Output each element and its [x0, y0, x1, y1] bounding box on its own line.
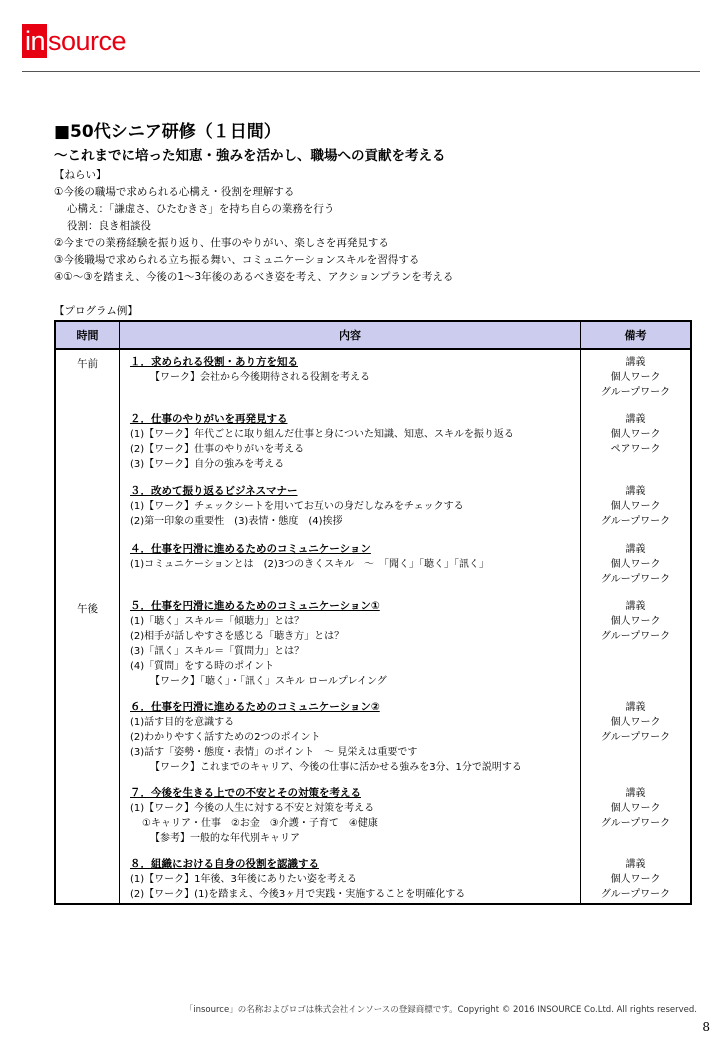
program-label: 【プログラム例】 — [54, 305, 138, 317]
aim-line: 心構え：「謙虚さ、ひたむきさ」を持ち自らの業務を行う — [67, 203, 335, 215]
block-notes-7 — [581, 786, 690, 831]
aim-line: ④①～③を踏まえ、今後の1～3年後のあるべき姿を考え、アクションプランを考える — [54, 271, 454, 283]
block-notes-1 — [581, 355, 690, 400]
block-line: 【参考】一般的な年代別キャリア — [150, 833, 300, 844]
aims-section — [54, 167, 453, 286]
aims-heading: 【ねらい】 — [54, 169, 107, 181]
logo-red-box: in — [22, 24, 47, 58]
block-title: ４．仕事を円滑に進めるためのコミュニケーション — [130, 543, 371, 555]
note: 個人ワーク — [610, 559, 661, 570]
program-block-8 — [120, 857, 580, 902]
program-table — [54, 320, 692, 905]
block-line: (1)【ワーク】年代ごとに取り組んだ仕事と身についた知識、知恵、スキルを振り返る — [130, 429, 514, 440]
note: ペアワーク — [610, 444, 661, 455]
note: グループワーク — [600, 574, 671, 585]
note: 講義 — [625, 486, 646, 497]
header-time: 時間 — [56, 322, 119, 350]
note: 講義 — [625, 702, 646, 713]
block-line: (3)「訊く」スキル＝「質問力」とは？ — [130, 646, 305, 657]
aim-line: ①今後の職場で求められる心構え・役割を理解する — [54, 186, 295, 198]
header-divider — [22, 71, 700, 72]
program-block-4 — [120, 542, 580, 572]
program-block-2 — [120, 412, 580, 472]
note: 個人ワーク — [610, 717, 661, 728]
header-notes: 備考 — [581, 322, 690, 350]
note: 講義 — [625, 859, 646, 870]
note: 講義 — [625, 544, 646, 555]
note: 講義 — [625, 414, 646, 425]
copyright-footer: 「insource」の名称およびロゴは株式会社インソースの登録商標です。Copyright © 2016 INSOURCE Co.Ltd. All rights reserved. — [184, 1005, 697, 1015]
note: 個人ワーク — [610, 501, 661, 512]
header-content: 内容 — [120, 322, 580, 350]
block-notes-3 — [581, 484, 690, 529]
block-title: １．求められる役割・あり方を知る — [130, 356, 298, 368]
block-line: (1)話す目的を意識する — [130, 717, 235, 728]
block-notes-2 — [581, 412, 690, 457]
block-line: (2)相手が話しやすさを感じる「聴き方」とは？ — [130, 631, 345, 642]
block-notes-8 — [581, 857, 690, 902]
aim-line: ②今までの業務経験を振り返り、仕事のやりがい、楽しさを再発見する — [54, 237, 389, 249]
note: 個人ワーク — [610, 372, 661, 383]
block-line: (1)【ワーク】チェックシートを用いてお互いの身だしなみをチェックする — [130, 501, 464, 512]
note: グループワーク — [600, 516, 671, 527]
block-line: ①キャリア・仕事 ②お金 ③介護・子育て ④健康 — [142, 818, 378, 829]
logo-text: source — [48, 26, 127, 56]
aim-line: ③今後職場で求められる立ち振る舞い、コミュニケーションスキルを習得する — [54, 254, 420, 266]
program-block-7 — [120, 786, 580, 846]
block-line: (4)「質問」をする時のポイント — [130, 661, 275, 672]
block-title: ８．組織における自身の役割を認識する — [130, 858, 319, 870]
block-notes-4 — [581, 542, 690, 587]
block-line: (2)第一印象の重要性 (3)表情・態度 (4)挨拶 — [130, 516, 343, 527]
note: グループワーク — [600, 387, 671, 398]
block-line: 【ワーク】これまでのキャリア、今後の仕事に活かせる強みを3分、1分で説明する — [150, 762, 522, 773]
block-title: ３．改めて振り返るビジネスマナー — [130, 485, 298, 497]
insource-logo — [22, 24, 126, 58]
program-block-3 — [120, 484, 580, 529]
block-line: (1)【ワーク】1年後、3年後にありたい姿を考える — [130, 874, 357, 885]
block-title: ２．仕事のやりがいを再発見する — [130, 413, 288, 425]
block-line: 【ワーク】「聴く」・「訊く」スキル ロールプレイング — [150, 676, 387, 687]
note: 講義 — [625, 788, 646, 799]
note: 個人ワーク — [610, 803, 661, 814]
block-title: ６．仕事を円滑に進めるためのコミュニケーション② — [130, 701, 380, 713]
block-line: (3)話す「姿勢・態度・表情」のポイント ～ 見栄えは重要です — [130, 747, 418, 758]
block-line: (1)【ワーク】今後の人生に対する不安と対策を考える — [130, 803, 375, 814]
note: 個人ワーク — [610, 874, 661, 885]
note: グループワーク — [600, 732, 671, 743]
block-notes-6 — [581, 700, 690, 745]
block-title: ５．仕事を円滑に進めるためのコミュニケーション① — [130, 600, 380, 612]
page-subtitle: ～これまでに培った知恵・強みを活かし、職場への貢献を考える — [54, 148, 446, 164]
program-block-5 — [120, 599, 580, 689]
block-line: (1)「聴く」スキル＝「傾聴力」とは？ — [130, 616, 305, 627]
aim-line: 役割：良き相談役 — [67, 220, 151, 232]
page-number: 8 — [702, 1020, 710, 1034]
page-title: ■50代シニア研修（１日間） — [54, 122, 281, 142]
block-line: (1)コミュニケーションとは (2)3つのきくスキル ～ 「聞く」「聴く」「訊く」 — [130, 559, 489, 570]
note: 個人ワーク — [610, 616, 661, 627]
block-title: ７．今後を生きる上での不安とその対策を考える — [130, 787, 361, 799]
block-line: (2)わかりやすく話すための2つのポイント — [130, 732, 321, 743]
note: 個人ワーク — [610, 429, 661, 440]
time-pm: 午後 — [77, 603, 98, 615]
note: 講義 — [625, 357, 646, 368]
note: グループワーク — [600, 889, 671, 900]
block-line: 【ワーク】会社から今後期待される役割を考える — [150, 372, 370, 383]
note: グループワーク — [600, 818, 671, 829]
block-line: (2)【ワーク】仕事のやりがいを考える — [130, 444, 305, 455]
note: 講義 — [625, 601, 646, 612]
block-line: (3)【ワーク】自分の強みを考える — [130, 459, 285, 470]
block-notes-5 — [581, 599, 690, 644]
program-block-1 — [120, 355, 580, 385]
block-line: (2)【ワーク】(1)を踏まえ、今後3ヶ月で実践・実施することを明確化する — [130, 889, 466, 900]
note: グループワーク — [600, 631, 671, 642]
program-block-6 — [120, 700, 580, 775]
time-am: 午前 — [77, 358, 98, 370]
